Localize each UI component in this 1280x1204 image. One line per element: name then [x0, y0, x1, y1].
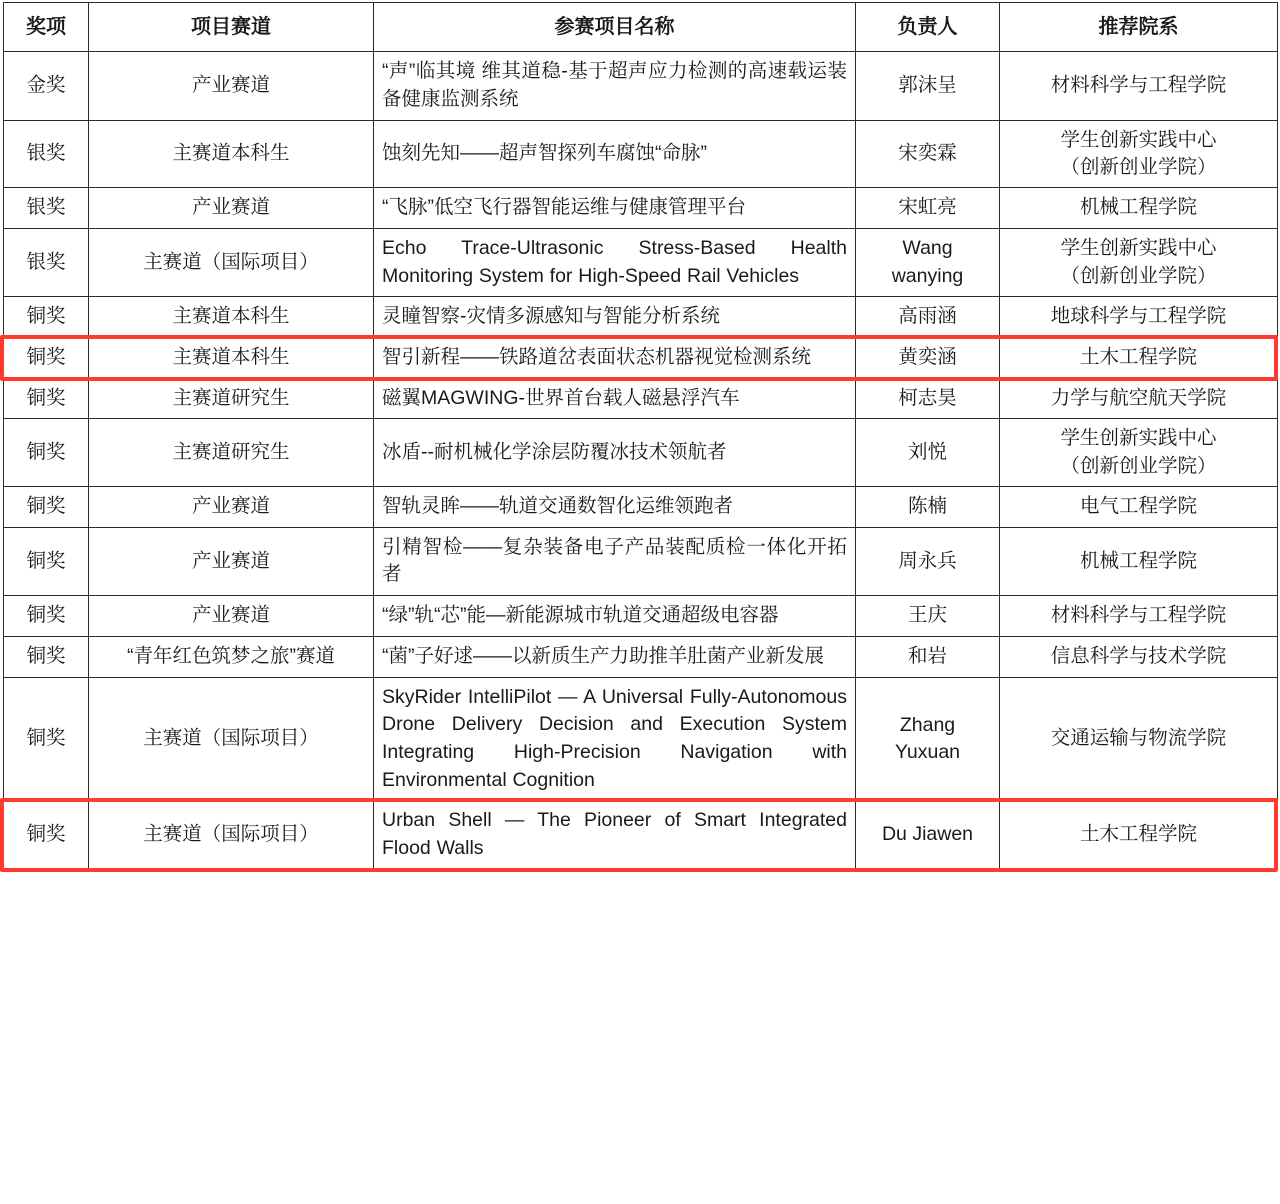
- cell-leader: [856, 677, 1000, 801]
- cell-department: 地球科学与工程学院: [1000, 297, 1278, 338]
- cell-department: 机械工程学院: [1000, 188, 1278, 229]
- cell-project-name: 智引新程——铁路道岔表面状态机器视觉检测系统: [374, 338, 856, 379]
- cell-department-line2: （创新创业学院）: [1060, 156, 1217, 179]
- cell-project-name: 冰盾--耐机械化学涂层防覆冰技术领航者: [374, 419, 856, 487]
- cell-project-name: 灵瞳智察-灾情多源感知与智能分析系统: [374, 297, 856, 338]
- table-body: [4, 52, 1278, 869]
- cell-leader-line2: wanying: [891, 264, 964, 287]
- cell-department: 材料科学与工程学院: [1000, 52, 1278, 120]
- cell-award: 铜奖: [4, 487, 89, 528]
- cell-track: 主赛道本科生: [89, 297, 374, 338]
- cell-department: 交通运输与物流学院: [1000, 677, 1278, 801]
- cell-leader-line1: Wang: [902, 237, 953, 260]
- cell-leader-line2: Yuxuan: [894, 740, 961, 763]
- cell-department: [1000, 229, 1278, 297]
- table-row: [4, 419, 1278, 487]
- cell-track: 主赛道（国际项目）: [89, 677, 374, 801]
- table-row: [4, 378, 1278, 419]
- cell-track: 主赛道本科生: [89, 120, 374, 188]
- table-header-row: [4, 3, 1278, 52]
- cell-leader: 和岩: [856, 636, 1000, 677]
- cell-leader: Du Jiawen: [856, 801, 1000, 869]
- table-row: [4, 120, 1278, 188]
- cell-project-name: “绿”轨“芯”能—新能源城市轨道交通超级电容器: [374, 596, 856, 637]
- table-row: [4, 52, 1278, 120]
- cell-leader: 陈楠: [856, 487, 1000, 528]
- cell-track: 产业赛道: [89, 487, 374, 528]
- cell-leader: 宋虹亮: [856, 188, 1000, 229]
- cell-track: “青年红色筑梦之旅”赛道: [89, 636, 374, 677]
- cell-track: 主赛道（国际项目）: [89, 229, 374, 297]
- cell-project-name: SkyRider IntelliPilot — A Universal Fully-Autonomous Drone Delivery Decision and Execution System Integrating High-Precision Navigation with Environmental Cognition: [374, 677, 856, 801]
- cell-project-name: “声”临其境 维其道稳-基于超声应力检测的高速载运装备健康监测系统: [374, 52, 856, 120]
- cell-track: 产业赛道: [89, 52, 374, 120]
- cell-project-name: 智轨灵眸——轨道交通数智化运维领跑者: [374, 487, 856, 528]
- cell-department-line1: 学生创新实践中心: [1060, 427, 1217, 450]
- cell-award: 铜奖: [4, 419, 89, 487]
- cell-leader: 黄奕涵: [856, 338, 1000, 379]
- cell-project-name: 蚀刻先知——超声智探列车腐蚀“命脉”: [374, 120, 856, 188]
- cell-leader: 宋奕霖: [856, 120, 1000, 188]
- cell-department: [1000, 120, 1278, 188]
- cell-department: 土木工程学院: [1000, 338, 1278, 379]
- cell-leader: 刘悦: [856, 419, 1000, 487]
- cell-leader: 王庆: [856, 596, 1000, 637]
- cell-project-name: “飞脉”低空飞行器智能运维与健康管理平台: [374, 188, 856, 229]
- cell-leader: [856, 229, 1000, 297]
- cell-department: 电气工程学院: [1000, 487, 1278, 528]
- cell-track: 主赛道研究生: [89, 419, 374, 487]
- cell-award: 铜奖: [4, 596, 89, 637]
- cell-department: 信息科学与技术学院: [1000, 636, 1278, 677]
- cell-award: 铜奖: [4, 801, 89, 869]
- cell-track: 主赛道（国际项目）: [89, 801, 374, 869]
- column-header-project: 参赛项目名称: [374, 3, 856, 52]
- cell-award: 铜奖: [4, 677, 89, 801]
- table-row: [4, 636, 1278, 677]
- cell-project-name: 引精智检——复杂装备电子产品装配质检一体化开拓者: [374, 527, 856, 595]
- table-row: [4, 297, 1278, 338]
- column-header-track: 项目赛道: [89, 3, 374, 52]
- cell-department: 力学与航空航天学院: [1000, 378, 1278, 419]
- cell-track: 产业赛道: [89, 527, 374, 595]
- cell-department: 机械工程学院: [1000, 527, 1278, 595]
- cell-leader-line1: Zhang: [899, 713, 956, 736]
- cell-track: 产业赛道: [89, 188, 374, 229]
- cell-award: 银奖: [4, 229, 89, 297]
- cell-award: 银奖: [4, 188, 89, 229]
- cell-project-name: 磁翼MAGWING-世界首台载人磁悬浮汽车: [374, 378, 856, 419]
- table-row: [4, 596, 1278, 637]
- cell-award: 银奖: [4, 120, 89, 188]
- cell-department-line2: （创新创业学院）: [1060, 264, 1217, 287]
- table-row: [4, 527, 1278, 595]
- cell-department-line1: 学生创新实践中心: [1060, 128, 1217, 151]
- cell-department-line2: （创新创业学院）: [1060, 454, 1217, 477]
- cell-project-name: Echo Trace-Ultrasonic Stress-Based Health Monitoring System for High-Speed Rail Vehicles: [374, 229, 856, 297]
- cell-leader: 郭沫呈: [856, 52, 1000, 120]
- table-row: [4, 338, 1278, 379]
- cell-award: 铜奖: [4, 527, 89, 595]
- table-row: [4, 229, 1278, 297]
- cell-leader: 柯志昊: [856, 378, 1000, 419]
- column-header-department: 推荐院系: [1000, 3, 1278, 52]
- cell-award: 铜奖: [4, 636, 89, 677]
- cell-award: 铜奖: [4, 297, 89, 338]
- table-row: [4, 801, 1278, 869]
- table-row: [4, 677, 1278, 801]
- cell-leader: 高雨涵: [856, 297, 1000, 338]
- cell-department: [1000, 419, 1278, 487]
- document-sheet: [0, 2, 1280, 1204]
- cell-track: 产业赛道: [89, 596, 374, 637]
- column-header-award: 奖项: [4, 3, 89, 52]
- cell-department: 土木工程学院: [1000, 801, 1278, 869]
- column-header-leader: 负责人: [856, 3, 1000, 52]
- cell-project-name: “菌”子好逑——以新质生产力助推羊肚菌产业新发展: [374, 636, 856, 677]
- award-results-table: [3, 2, 1278, 870]
- cell-award: 金奖: [4, 52, 89, 120]
- table-row: [4, 487, 1278, 528]
- table-row: [4, 188, 1278, 229]
- cell-award: 铜奖: [4, 338, 89, 379]
- cell-award: 铜奖: [4, 378, 89, 419]
- cell-project-name: Urban Shell — The Pioneer of Smart Integrated Flood Walls: [374, 801, 856, 869]
- cell-department-line1: 学生创新实践中心: [1060, 237, 1217, 260]
- cell-track: 主赛道本科生: [89, 338, 374, 379]
- cell-department: 材料科学与工程学院: [1000, 596, 1278, 637]
- cell-track: 主赛道研究生: [89, 378, 374, 419]
- cell-leader: 周永兵: [856, 527, 1000, 595]
